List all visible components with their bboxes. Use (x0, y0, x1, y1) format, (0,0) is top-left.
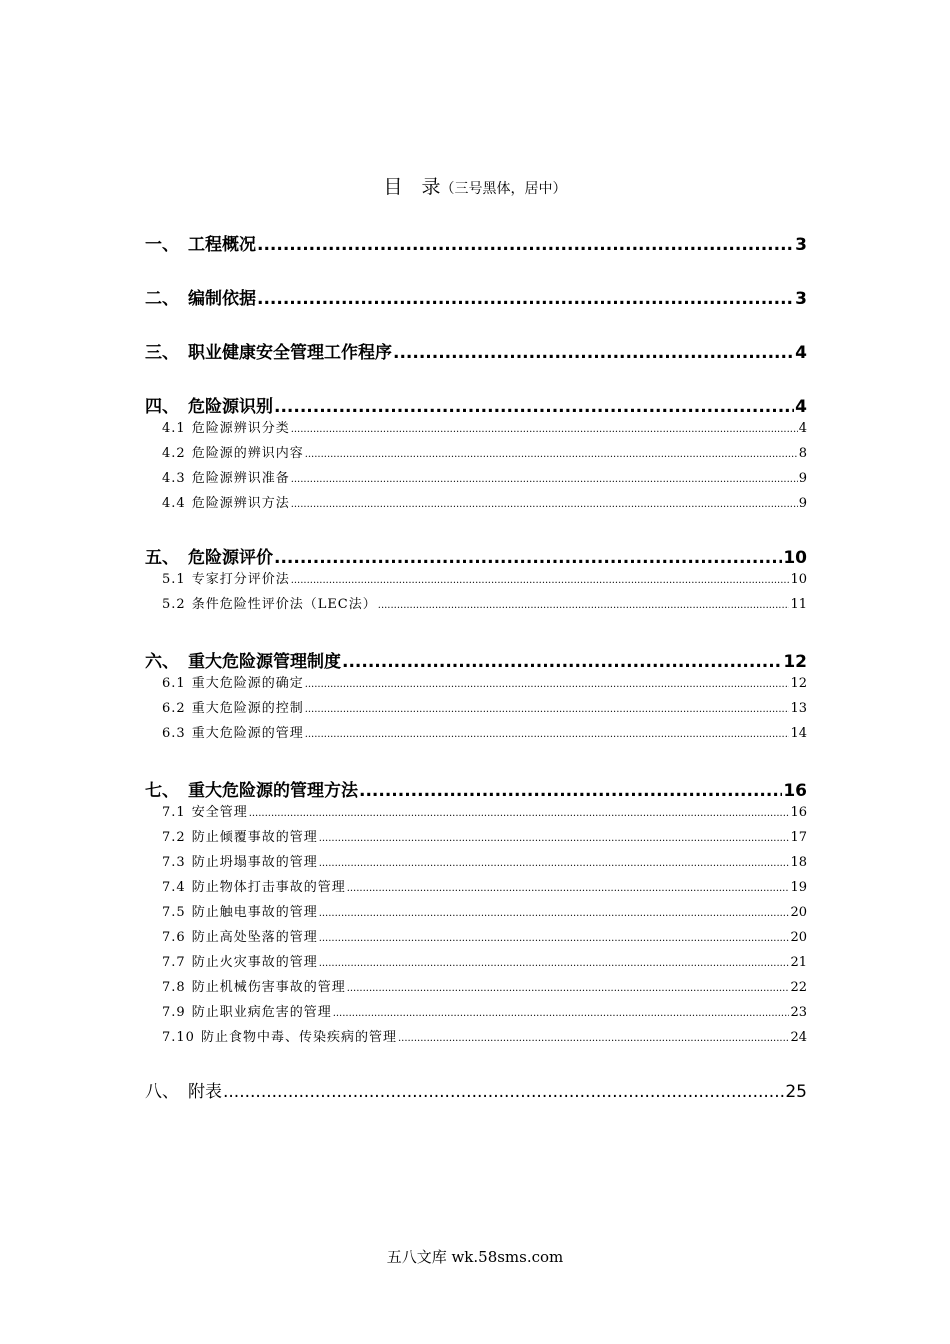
toc-entry-page: 4 (795, 397, 807, 417)
toc-entry-number: 四、 (145, 397, 179, 417)
toc-subentry[interactable] (162, 492, 807, 510)
toc-entry-number: 二、 (145, 289, 179, 309)
toc-subentry-number: 7.4 (162, 880, 186, 895)
toc-entry-page: 10 (783, 548, 807, 568)
toc-subentry-label: 条件危险性评价法（LEC法） (191, 597, 377, 612)
toc-dot-leader (223, 1082, 784, 1102)
toc-subentry-number: 6.2 (162, 701, 186, 716)
toc-dot-leader (305, 726, 790, 741)
toc-entry-page: 25 (785, 1082, 807, 1102)
toc-entry-page: 16 (783, 781, 807, 801)
toc-subentry[interactable] (162, 951, 807, 969)
toc-dot-leader (342, 652, 782, 672)
toc-entry-page: 12 (783, 652, 807, 672)
toc-subentry[interactable] (162, 467, 807, 485)
toc-entry-page: 3 (795, 289, 807, 309)
toc-dot-leader (359, 781, 782, 801)
toc-subentry-number: 7.2 (162, 830, 186, 845)
toc-entry[interactable] (145, 284, 807, 308)
toc-dot-leader (319, 905, 790, 920)
toc-subentry-label: 危险源辨识准备 (191, 471, 290, 486)
toc-entry-label: 重大危险源管理制度 (188, 652, 341, 672)
page-footer: 五八文库 wk.58sms.com (386, 1248, 564, 1266)
toc-dot-leader (347, 980, 790, 995)
toc-entry-label: 职业健康安全管理工作程序 (188, 343, 392, 363)
toc-subentry-page: 23 (790, 1005, 807, 1020)
toc-subentry-number: 6.3 (162, 726, 186, 741)
toc-dot-leader (291, 496, 798, 511)
toc-entry-label: 危险源评价 (188, 548, 273, 568)
toc-entry[interactable] (145, 776, 807, 800)
toc-subentry-page: 9 (798, 471, 807, 486)
toc-subentry-number: 7.1 (162, 805, 186, 820)
toc-title-main: 目 录 (383, 176, 441, 198)
toc-subentry-page: 14 (790, 726, 807, 741)
toc-subentry-page: 11 (790, 597, 807, 612)
toc-subentry-page: 20 (790, 930, 807, 945)
toc-dot-leader (291, 471, 798, 486)
toc-subentry-page: 10 (790, 572, 807, 587)
toc-subentry-page: 16 (790, 805, 807, 820)
toc-dot-leader (393, 343, 794, 363)
toc-entry-number: 一、 (145, 235, 179, 255)
toc-title-note: （三号黑体，居中） (440, 181, 567, 197)
toc-subentry-number: 7.8 (162, 980, 186, 995)
toc-dot-leader (319, 930, 790, 945)
toc-subentry-label: 安全管理 (191, 805, 248, 820)
toc-subentry-label: 重大危险源的管理 (191, 726, 304, 741)
toc-subentry[interactable] (162, 901, 807, 919)
toc-subentry[interactable] (162, 593, 807, 611)
toc-subentry-number: 7.10 (162, 1030, 195, 1045)
toc-subentry-label: 防止食物中毒、传染疾病的管理 (200, 1030, 397, 1045)
toc-subentry-page: 8 (798, 446, 807, 461)
toc-dot-leader (319, 855, 790, 870)
toc-entry-page: 3 (795, 235, 807, 255)
toc-subentry[interactable] (162, 417, 807, 435)
toc-subentry-page: 9 (798, 496, 807, 511)
toc-subentry[interactable] (162, 976, 807, 994)
toc-entry-label: 工程概况 (188, 235, 256, 255)
toc-subentry-page: 24 (790, 1030, 807, 1045)
toc-subentry[interactable] (162, 697, 807, 715)
toc-entry[interactable] (145, 392, 807, 416)
toc-subentry-label: 重大危险源的确定 (191, 676, 304, 691)
toc-subentry[interactable] (162, 801, 807, 819)
toc-entry-label: 危险源识别 (188, 397, 273, 417)
toc-subentry-label: 防止机械伤害事故的管理 (191, 980, 346, 995)
toc-subentry-number: 7.9 (162, 1005, 186, 1020)
toc-subentry[interactable] (162, 1001, 807, 1019)
toc-entry[interactable] (145, 543, 807, 567)
toc-subentry-page: 21 (790, 955, 807, 970)
toc-entry-label: 重大危险源的管理方法 (188, 781, 358, 801)
toc-dot-leader (257, 235, 794, 255)
toc-subentry[interactable] (162, 672, 807, 690)
toc-subentry-page: 20 (790, 905, 807, 920)
toc-subentry-number: 6.1 (162, 676, 186, 691)
toc-subentry-page: 19 (790, 880, 807, 895)
toc-subentry[interactable] (162, 722, 807, 740)
toc-entry-number: 六、 (145, 652, 179, 672)
toc-dot-leader (319, 955, 790, 970)
toc-subentry-label: 危险源辨识分类 (191, 421, 290, 436)
toc-subentry-label: 危险源的辨识内容 (191, 446, 304, 461)
toc-subentry-label: 重大危险源的控制 (191, 701, 304, 716)
toc-subentry-label: 防止坍塌事故的管理 (191, 855, 318, 870)
toc-subentry-page: 13 (790, 701, 807, 716)
toc-subentry-label: 防止高处坠落的管理 (191, 930, 318, 945)
toc-entry[interactable] (145, 1077, 807, 1101)
toc-dot-leader (305, 701, 790, 716)
toc-entry-number: 八、 (145, 1082, 179, 1102)
toc-subentry-number: 4.3 (162, 471, 186, 486)
toc-subentry[interactable] (162, 926, 807, 944)
toc-subentry[interactable] (162, 442, 807, 460)
toc-entry[interactable] (145, 647, 807, 671)
toc-subentry-label: 危险源辨识方法 (191, 496, 290, 511)
toc-dot-leader (257, 289, 794, 309)
toc-subentry-label: 防止触电事故的管理 (191, 905, 318, 920)
toc-subentry[interactable] (162, 568, 807, 586)
toc-subentry-page: 18 (790, 855, 807, 870)
toc-entry-number: 七、 (145, 781, 179, 801)
toc-entry-label: 附表 (188, 1082, 222, 1102)
toc-dot-leader (305, 446, 798, 461)
toc-subentry[interactable] (162, 1026, 807, 1044)
toc-entry[interactable] (145, 338, 807, 362)
toc-dot-leader (291, 572, 790, 587)
toc-entry-page: 4 (795, 343, 807, 363)
toc-subentry-page: 22 (790, 980, 807, 995)
toc-subentry-page: 17 (790, 830, 807, 845)
toc-subentry-number: 4.1 (162, 421, 186, 436)
toc-dot-leader (249, 805, 790, 820)
toc-subentry[interactable] (162, 876, 807, 894)
toc-entry-label: 编制依据 (188, 289, 256, 309)
toc-dot-leader (305, 676, 790, 691)
toc-subentry-page: 4 (798, 421, 807, 436)
toc-title (0, 172, 950, 199)
toc-subentry-label: 防止火灾事故的管理 (191, 955, 318, 970)
toc-subentry-number: 5.2 (162, 597, 186, 612)
toc-entry-number: 五、 (145, 548, 179, 568)
toc-entry[interactable] (145, 230, 807, 254)
toc-dot-leader (319, 830, 790, 845)
toc-dot-leader (274, 548, 782, 568)
toc-dot-leader (398, 1030, 789, 1045)
toc-subentry-label: 专家打分评价法 (191, 572, 290, 587)
toc-subentry-number: 7.3 (162, 855, 186, 870)
toc-dot-leader (291, 421, 798, 436)
toc-dot-leader (347, 880, 790, 895)
toc-entry-number: 三、 (145, 343, 179, 363)
toc-dot-leader (274, 397, 794, 417)
toc-subentry-label: 防止职业病危害的管理 (191, 1005, 332, 1020)
toc-subentry-label: 防止倾覆事故的管理 (191, 830, 318, 845)
toc-subentry-number: 7.6 (162, 930, 186, 945)
toc-subentry-number: 4.4 (162, 496, 186, 511)
toc-subentry-label: 防止物体打击事故的管理 (191, 880, 346, 895)
toc-subentry[interactable] (162, 851, 807, 869)
toc-subentry-number: 7.7 (162, 955, 186, 970)
toc-subentry-number: 5.1 (162, 572, 186, 587)
toc-dot-leader (333, 1005, 790, 1020)
toc-dot-leader (378, 597, 790, 612)
toc-subentry-number: 4.2 (162, 446, 186, 461)
toc-subentry-number: 7.5 (162, 905, 186, 920)
toc-subentry[interactable] (162, 826, 807, 844)
toc-subentry-page: 12 (790, 676, 807, 691)
